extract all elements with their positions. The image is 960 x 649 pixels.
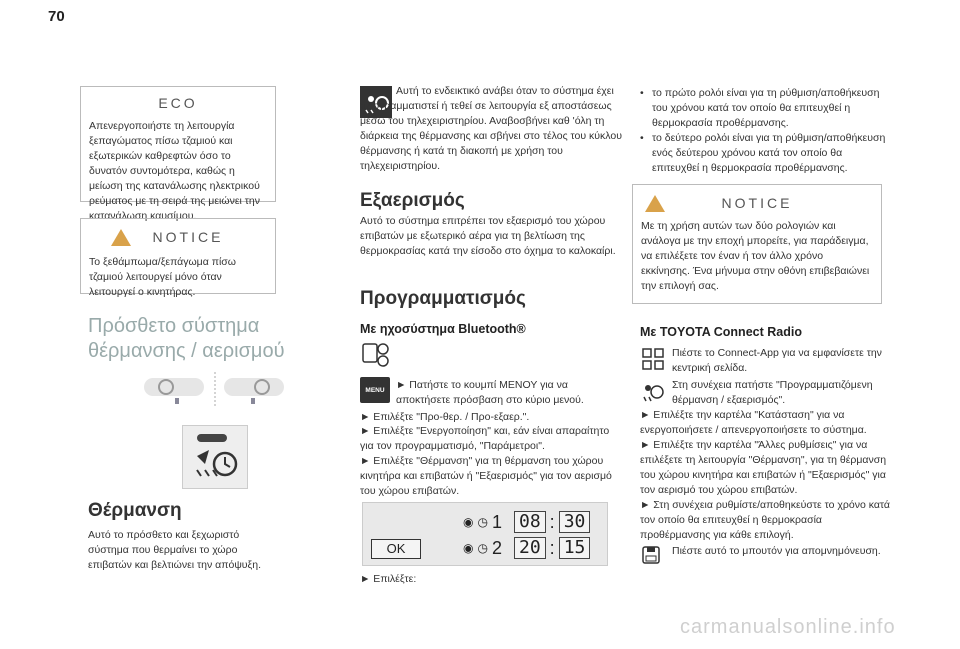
toyota-step-3: ► Επιλέξτε την καρτέλα "Κατάσταση" για να ενεργοποιήσετε / απενεργοποιήσετε το σύστημα. xyxy=(640,409,867,436)
timer-row-2 xyxy=(463,537,590,559)
timer-2-sep: : xyxy=(549,537,555,558)
section-title-line2: θέρμανσης / αερισμού xyxy=(88,340,285,362)
timer-screen xyxy=(362,502,608,566)
bullet-1: • το πρώτο ρολόι είναι για τη ρύθμιση/αποθήκευση του χρόνου κατά τον οποίο θα επιτευχθεί η θερμοκρασία προθέρμανσης. xyxy=(640,86,890,131)
save-icon xyxy=(640,544,662,566)
toyota-step-4: ► Επιλέξτε την καρτέλα "Άλλες ρυθμίσεις" για να επιλέξετε τη λειτουργία "Θέρμανση", για τη θέρμανση του χώρου κινητήρα και επιβατών ή "Εξαερισμός" για τον αερισμό του χώρου επιβατών. xyxy=(640,439,887,496)
menu-button-icon: MENU xyxy=(360,377,390,403)
bullet-2: • το δεύτερο ρολόι είναι για τη ρύθμιση/αποθήκευση ενός δεύτερου χρόνου κατά τον οποίο θα επιτευχθεί η θερμοκρασία προθέρμανσης. xyxy=(640,131,890,176)
ok-label: OK xyxy=(386,541,406,556)
step-5: ► Επιλέξτε: xyxy=(360,573,417,585)
radio-icon[interactable]: ◉ xyxy=(463,541,474,555)
step-4: ► Επιλέξτε "Θέρμανση" για τη θέρμανση του χώρου κινητήρα και επιβατών ή "Εξαερισμός" για τον αερισμό του χώρου επιβατών. xyxy=(360,455,612,497)
eco-box xyxy=(80,86,276,222)
timer-2-hours[interactable]: 20 xyxy=(514,537,546,559)
eco-title: ECO xyxy=(158,95,198,111)
timer-1-sep: : xyxy=(549,511,555,532)
timer-row-1 xyxy=(463,511,590,533)
timer-1-hours[interactable]: 08 xyxy=(514,511,546,533)
timer-2-index: 2 xyxy=(491,537,502,558)
radio-icon[interactable]: ◉ xyxy=(463,515,474,529)
ok-button[interactable] xyxy=(371,539,421,559)
programming-title: Προγραμματισμός xyxy=(360,288,526,309)
toyota-step-2: Στη συνέχεια πατήστε "Προγραμματιζόμενη θέρμανση / εξαερισμός". xyxy=(672,379,873,406)
section-title xyxy=(88,314,288,364)
step-2: ► Επιλέξτε "Προ-θερ. / Προ-εξαερ.". xyxy=(360,411,530,423)
page-number: 70 xyxy=(48,8,65,25)
bluetooth-title: Με ηχοσύστημα Bluetooth® xyxy=(360,322,526,336)
apps-grid-icon xyxy=(640,346,666,372)
heater-illustration xyxy=(140,372,290,408)
notice-title: NOTICE xyxy=(152,229,224,245)
heating-text: Αυτό το πρόσθετο και ξεχωριστό σύστημα που θερμαίνει το χώρο επιβατών και βελτιώνει την απόψυξη. xyxy=(88,529,261,571)
timer-2-minutes[interactable]: 15 xyxy=(559,537,591,559)
toyota-step-1: Πιέστε το Connect-App για να εμφανίσετε την κεντρική σελίδα. xyxy=(672,347,882,374)
notice-text: Το ξεθάμπωμα/ξεπάγωμα πίσω τζαμιού λειτουργεί μόνο όταν λειτουργεί ο κινητήρας. xyxy=(89,256,236,298)
heater-timer-small-icon xyxy=(640,378,666,404)
toyota-step-6: Πιέστε αυτό το μπουτόν για απομνημόνευση. xyxy=(672,545,881,557)
timer-1-minutes[interactable]: 30 xyxy=(559,511,591,533)
step-1: ► Πατήστε το κουμπί ΜΕΝΟΥ για να αποκτήσετε πρόσβαση στο κύριο μενού. xyxy=(396,379,584,406)
heater-timer-icon xyxy=(182,425,248,489)
toyota-title: Με TOYOTA Connect Radio xyxy=(640,325,802,339)
warning-icon xyxy=(111,229,131,246)
notice-box-right xyxy=(632,184,882,304)
ventilation-title: Εξαερισμός xyxy=(360,190,465,211)
notice-title: NOTICE xyxy=(721,195,793,211)
toyota-step-5: ► Στη συνέχεια ρυθμίστε/αποθηκεύστε το χρόνο κατά τον οποίο θα επιτευχθεί η θερμοκρασία προθέρμανσης για κάθε επιλογή. xyxy=(640,499,890,541)
watermark: carmanualsonline.info xyxy=(680,616,896,638)
clock-icon: ◷ xyxy=(477,515,488,529)
notice-text: Με τη χρήση αυτών των δύο ρολογιών και ανάλογα με την εποχή μπορείτε, για παράδειγμα, να επιλέξετε τον έναν ή τον άλλο χρόνο εκκίνησης. Ένα μήνυμα στην οθόνη επιβεβαιώνει την επιλογή σας. xyxy=(641,220,870,292)
step-3: ► Επιλέξτε "Ενεργοποίηση" και, εάν είναι απαραίτητο για τον προγραμματισμό, "Παράμετροι". xyxy=(360,425,610,452)
clock-icon: ◷ xyxy=(477,541,488,555)
timer-1-index: 1 xyxy=(491,511,502,532)
ventilation-text: Αυτό το σύστημα επιτρέπει τον εξαερισμό του χώρου επιβατών με εξωτερικό αέρα για τη βελτίωση της θερμοκρασίας κατά την είσοδο στο όχημα το καλοκαίρι. xyxy=(360,215,616,257)
warning-icon xyxy=(645,195,665,212)
bluetooth-icon xyxy=(360,340,392,370)
notice-box-left xyxy=(80,218,276,298)
eco-text: Απενεργοποιήστε τη λειτουργία ξεπαγώματος πίσω τζαμιού και εξωτερικών καθρεφτών όσο το δυνατόν συντομότερα, καθώς η μείωση της κατανάλωσης ηλεκτρικού ρεύματος με τη σειρά της μειώνει την κατανάλωση καυσίμου. xyxy=(89,120,260,222)
heating-title: Θέρμανση xyxy=(88,500,182,521)
intro-text: Αυτή το ενδεικτικό ανάβει όταν το σύστημα έχει προγραμματιστεί ή τεθεί σε λειτουργία εξ αποστάσεως μέσω του τηλεχειριστηρίου. Αναβοσβήνει καθ 'όλη τη διάρκεια της θέρμανσης και σβήνει στο τέλος του κύκλου θέρμανσης ή κατά τη διακοπή με χρήση του τηλεχειριστηρίου. xyxy=(360,85,622,172)
clock-bullets xyxy=(640,86,890,176)
section-title-line1: Πρόσθετο σύστημα xyxy=(88,315,260,337)
